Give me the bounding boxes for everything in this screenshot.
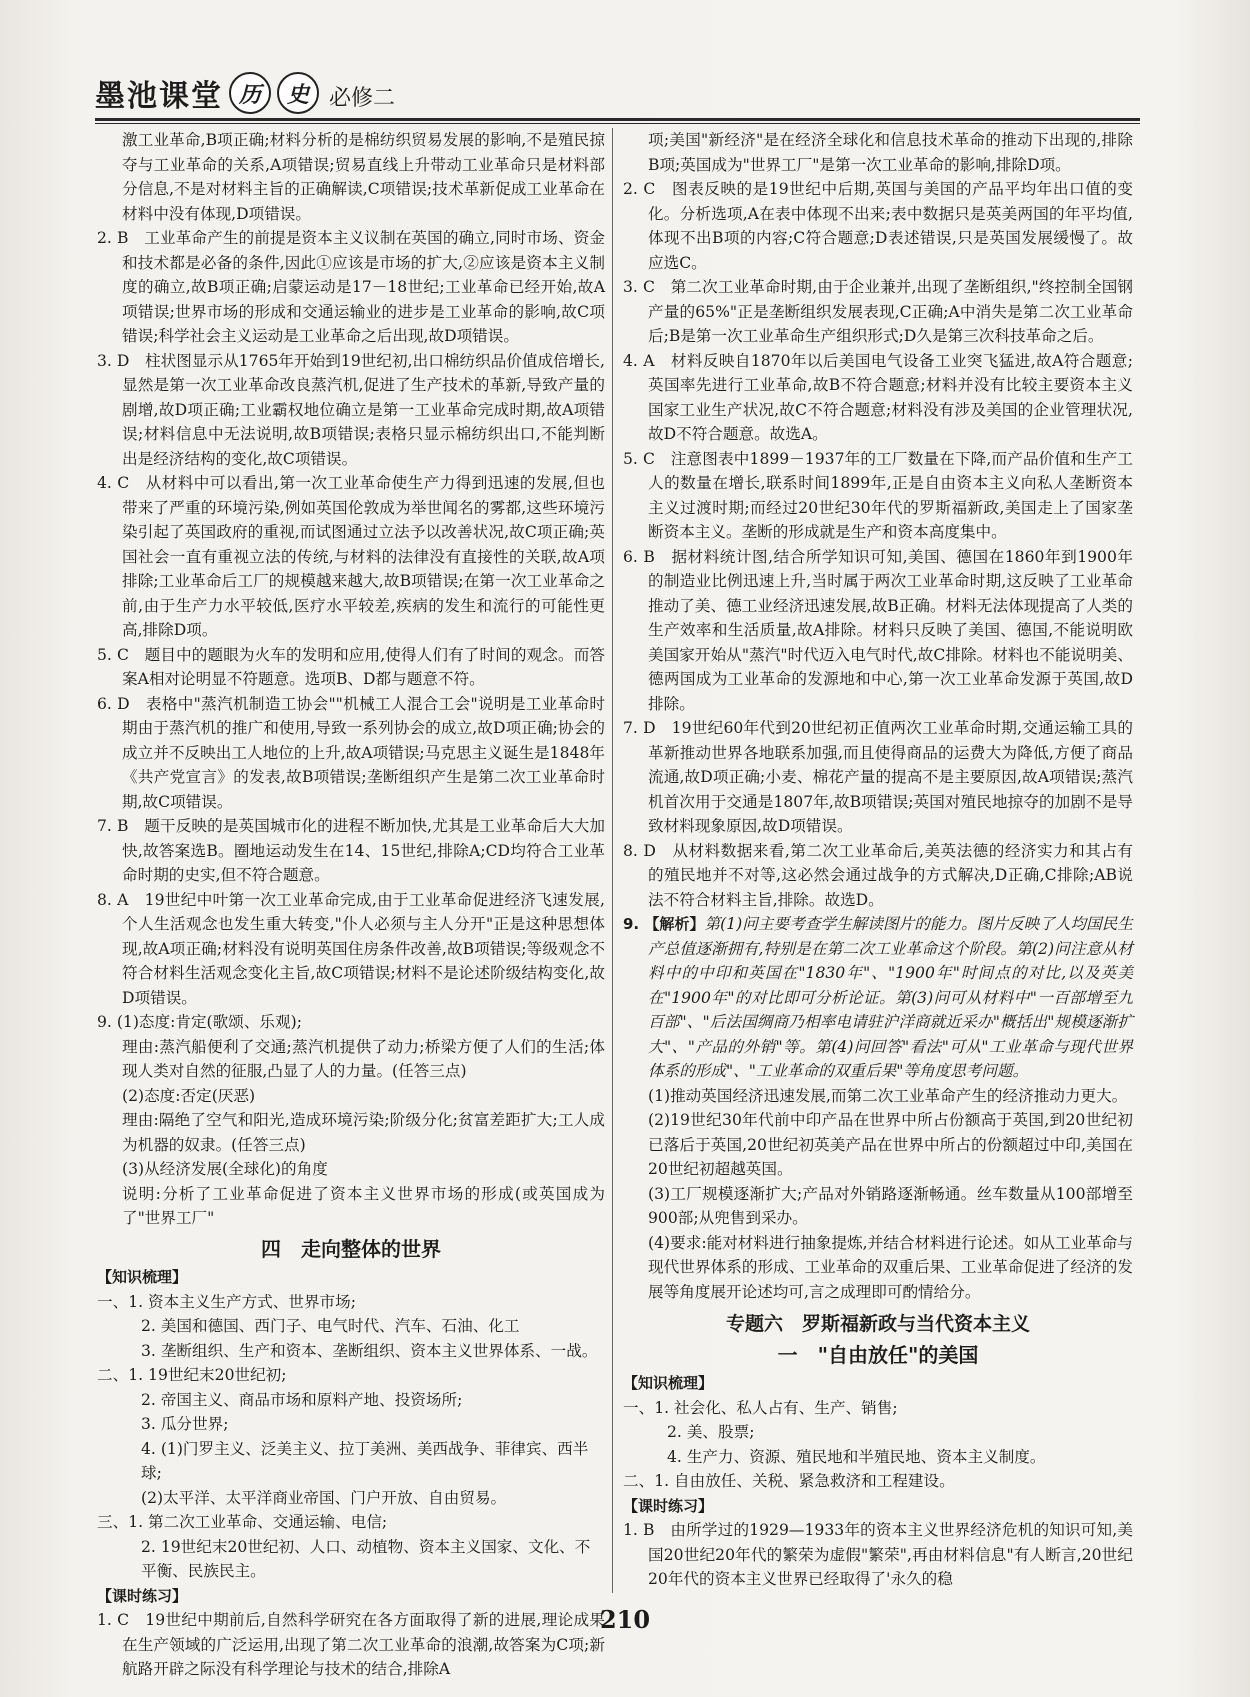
analysis-text: 第(1)问主要考查学生解读图片的能力。图片反映了人均国民生产总值逐渐拥有,特别是在第二次工业革命这个阶段。第(2)问注意从材料中的中印和英国在"1830年"、"1900年"时间点的对比,以及英美在"1900年"的对比即可分析论证。第(3)问可从材料中"一百部增至九百部"、"后法国绸商乃相率电请驻沪洋商就近采办"概括出"规模逐渐扩大"、"产品的外销"等。第(4)问回答"看法"可从"工业革命与现代世界体系的形成"、"工业革命的双重后果"等角度思考问题。 — [648, 915, 1134, 1080]
analysis-label: 9. 【解析】 — [623, 915, 705, 933]
answer-9-part-1-reason: 理由:蒸汽船便利了交通;蒸汽机提供了动力;桥梁方便了人们的生活;体现人类对自然的征服,凸显了人的力量。(任答三点) — [122, 1037, 605, 1080]
knowledge-item: 4. (1)门罗主义、泛美主义、拉丁美洲、美西战争、菲律宾、西半球; — [141, 1439, 589, 1482]
header-rule — [95, 118, 1140, 121]
left-column — [97, 128, 605, 1682]
knowledge-item: 2. 19世纪末20世纪初、人口、动植物、资本主义国家、文化、不平衡、民族民主。 — [141, 1537, 591, 1580]
knowledge-label: 【知识梳理】 — [623, 1374, 714, 1392]
topic-title: 专题六 罗斯福新政与当代资本主义 — [725, 1313, 1030, 1335]
answer-7: 7. B 题干反映的是英国城市化的进程不断加快,尤其是工业革命后大大加快,故答案选B。圈地运动发生在14、15世纪,排除A;CD均符合工业革命时期的史实,但不符合题意。 — [97, 817, 605, 884]
answer-9-part-2: (2)态度:否定(厌恶) — [122, 1086, 256, 1105]
practice-label: 【课时练习】 — [623, 1496, 714, 1515]
answer-9-part-1: (1)推动英国经济迅速发展,而第二次工业革命产生的经济推动力更大。 — [648, 1086, 1128, 1105]
practice-answer-5: 5. C 注意图表中1899－1937年的工厂数量在下降,而产品价值和生产工人的数量在增长,联系时间1899年,正是自由资本主义向私人垄断资本主义过渡时期;而经过20世纪30年代的罗斯福新政,美国走上了国家垄断资本主义。垄断的形成就是生产和资本高度集中。 — [623, 449, 1133, 541]
practice-answer-8: 8. D 从材料数据来看,第二次工业革命后,美英法德的经济实力和其占有的殖民地并不对等,这必然会通过战争的方式解决,D正确,C排除;AB说法不符合材料主旨,排除。故选D。 — [623, 841, 1133, 909]
column-divider — [612, 128, 613, 1593]
practice-answer-7: 7. D 19世纪60年代到20世纪初正值两次工业革命时期,交通运输工具的革新推动世界各地联系加强,而且使得商品的运费大为降低,方便了商品流通,故D项正确;小麦、棉花产量的提高不是主要原因,故A项错误;蒸汽机首次用于交通是1807年,故B项错误;英国对殖民地掠夺的加剧不是导致材料现象原因,故D项错误。 — [623, 719, 1133, 835]
knowledge-item: 二、1. 19世纪末20世纪初; — [97, 1366, 287, 1384]
answer-1-continued: 激工业革命,B项正确;材料分析的是棉纺织贸易发展的影响,不是殖民掠夺与工业革命的关系,A项错误;贸易直线上升带动工业革命只是材料部分信息,不是对材料主旨的正确解读,C项错误;技术革新促成工业革命在材料中没有体现,D项错误。 — [122, 131, 605, 223]
answer-9-part-1: 9. (1)态度:肯定(歌颂、乐观); — [97, 1013, 302, 1031]
practice-answer-6: 6. B 据材料统计图,结合所学知识可知,美国、德国在1860年到1900年的制造业比例迅速上升,当时属于两次工业革命时期,这反映了工业革命推动了美、德工业经济迅速发展,故B正确。材料无法体现提高了人类的生产效率和生活质量,故A排除。材料只反映了美国、德国,不能说明欧美国家开始从"蒸汽"时代迈入电气时代,故C排除。材料也不能说明美、德两国成为工业革命的发源地和中心,第一次工业革命发源于英国,故D排除。 — [623, 547, 1133, 713]
practice-answer-4: 4. A 材料反映自1870年以后美国电气设备工业突飞猛进,故A符合题意;英国率先进行工业革命,故B不符合题意;材料并没有比较主要资本主义国家工业生产状况,故C不符合题意;材料没有涉及美国的企业管理状况,故D不符合题意。故选A。 — [623, 351, 1133, 443]
section-title: 一 "自由放任"的美国 — [777, 1342, 979, 1367]
page-number: 210 — [599, 1605, 651, 1634]
answer-9-part-2: (2)19世纪30年代前中印产品在世界中所占份额高于英国,到20世纪初已落后于英国,20世纪初英美产品在世界中所占的份额超过中印,美国在20世纪初超越英国。 — [648, 1111, 1133, 1178]
knowledge-item: 2. 帝国主义、商品市场和原料产地、投资场所; — [141, 1390, 463, 1409]
answer-4: 4. C 从材料中可以看出,第一次工业革命使生产力得到迅速的发展,但也带来了严重的环境污染,例如英国伦敦成为举世闻名的雾都,这些环境污染引起了英国政府的重视,而试图通过立法予以改善状况,故C项正确;英国社会一直有重视立法的传统,与材料的法律没有直接性的关联,故A项排除;工业革命后工厂的规模越来越大,故B项错误;在第一次工业革命之前,由于生产力水平较低,医疗水平较差,疾病的发生和流行的可能性更高,排除D项。 — [97, 474, 605, 639]
answer-8: 8. A 19世纪中叶第一次工业革命完成,由于工业革命促进经济飞速发展,个人生活观念也发生重大转变,"仆人必须与主人分开"正是这种思想体现,故A项正确;材料没有说明英国住房条件改善,故B项错误;等级观念不符合材料生活观念变化主旨,故C项错误;材料不是论述阶级结构变化,故D项错误。 — [97, 890, 605, 1007]
brand-title: 墨池课堂 — [95, 79, 223, 114]
practice-answer-1-continued: 项;美国"新经济"是在经济全球化和信息技术革命的推动下出现的,排除B项;英国成为"世界工厂"是第一次工业革命的影响,排除D项。 — [648, 131, 1133, 174]
practice-answer-3: 3. C 第二次工业革命时期,由于企业兼并,出现了垄断组织,"终控制全国钢产量的65%"正是垄断组织发展表现,C正确;A中消失是第二次工业革命后;B是第一次工业革命生产组织形式;D久是第三次科技革命之后。 — [623, 278, 1133, 345]
knowledge-item: 二、1. 自由放任、关税、紧急救济和工程建设。 — [623, 1472, 955, 1490]
answer-9-part-4: (4)要求:能对材料进行抽象提炼,并结合材料进行论述。如从工业革命与现代世界体系的形成、工业革命的双重后果、工业革命促进了经济的发展等角度展开论述均可,言之成理即可酌情给分。 — [648, 1233, 1133, 1301]
subject-seal-2: 史 — [277, 72, 319, 114]
knowledge-item: (2)太平洋、太平洋商业帝国、门户开放、自由贸易。 — [141, 1488, 507, 1507]
book-volume: 必修二 — [329, 86, 396, 111]
practice-label: 【课时练习】 — [97, 1586, 188, 1605]
right-column — [623, 128, 1133, 1592]
practice-answer-9 — [623, 912, 1133, 1084]
knowledge-item: 2. 美、股票; — [667, 1423, 755, 1441]
answer-6: 6. D 表格中"蒸汽机制造工协会""机械工人混合工会"说明是工业革命时期由于蒸汽机的推广和使用,导致一系列协会的成立,故D项正确;协会的成立并不反映出工人地位的上升,故A项错误;马克思主义诞生是1848年《共产党宣言》的发表,故B项错误;垄断组织产生是第二次工业革命时期,故C项错误。 — [97, 694, 605, 811]
answer-9-part-3: (3)工厂规模逐渐扩大;产品对外销路逐渐畅通。丝车数量从100部增至900部;从兜售到采办。 — [648, 1184, 1133, 1227]
answer-9-part-3-reason: 说明:分析了工业革命促进了资本主义世界市场的形成(或英国成为了"世界工厂" — [122, 1184, 605, 1227]
knowledge-item: 三、1. 第二次工业革命、交通运输、电信; — [97, 1513, 388, 1531]
knowledge-item: 4. 生产力、资源、殖民地和半殖民地、资本主义制度。 — [667, 1447, 1046, 1466]
knowledge-item: 一、1. 资本主义生产方式、世界市场; — [97, 1292, 356, 1311]
header-rule-thin — [95, 123, 1140, 124]
knowledge-item: 3. 瓜分世界; — [141, 1415, 229, 1433]
subject-seal-1: 历 — [229, 72, 271, 114]
answer-9-part-3: (3)从经济发展(全球化)的角度 — [122, 1160, 328, 1178]
page-header — [95, 70, 1125, 114]
answer-9-part-2-reason: 理由:隔绝了空气和阳光,造成环境污染;阶级分化;贫富差距扩大;工人成为机器的奴隶。(任答三点) — [122, 1111, 605, 1154]
knowledge-label: 【知识梳理】 — [97, 1268, 188, 1286]
answer-5: 5. C 题目中的题眼为火车的发明和应用,使得人们有了时间的观念。而答案A相对论明显不符题意。选项B、D都与题意不符。 — [97, 645, 605, 688]
answer-3: 3. D 柱状图显示从1765年开始到19世纪初,出口棉纺织品价值成倍增长,显然是第一次工业革命改良蒸汽机,促进了生产技术的革新,导致产量的剧增,故D项正确;工业霸权地位确立是第一工业革命完成时期,故A项错误;材料信息中无法说明,故B项错误;表格只显示棉纺织出口,不能判断出是经济结构的变化,故C项错误。 — [97, 351, 605, 468]
practice-answer-1: 1. B 由所学过的1929—1933年的资本主义世界经济危机的知识可知,美国20世纪20年代的繁荣为虚假"繁荣",再由材料信息"有人断言,20世纪20年代的资本主义世界已经取得了'永久的稳 — [623, 1521, 1133, 1588]
answer-2: 2. B 工业革命产生的前提是资本主义议制在英国的确立,同时市场、资金和技术都是必备的条件,因此①应该是市场的扩大,②应该是资本主义制度的确立,故B项正确;启蒙运动是17－18世纪;工业革命已经开始,故A项错误;世界市场的形成和交通运输业的进步是工业革命的影响,故C项错误;科学社会主义运动是工业革命之后出现,故D项错误。 — [97, 229, 605, 345]
practice-answer-2: 2. C 图表反映的是19世纪中后期,英国与美国的产品平均年出口值的变化。分析选项,A在表中体现不出来;表中数据只是英美两国的年平均值,体现不出B项的内容;C符合题意;D表述错误,只是英国发展缓慢了。故应选C。 — [623, 180, 1133, 272]
knowledge-item: 一、1. 社会化、私人占有、生产、销售; — [623, 1398, 898, 1417]
section-title: 四 走向整体的世界 — [261, 1236, 441, 1261]
knowledge-item: 2. 美国和德国、西门子、电气时代、汽车、石油、化工 — [141, 1317, 520, 1335]
knowledge-item: 3. 垄断组织、生产和资本、垄断组织、资本主义世界体系、一战。 — [141, 1341, 598, 1360]
practice-answer-1: 1. C 19世纪中期前后,自然科学研究在各方面取得了新的进展,理论成果在生产领域的广泛运用,出现了第二次工业革命的浪潮,故答案为C项;新航路开辟之际没有科学理论与技术的结合,排除A — [97, 1611, 605, 1678]
